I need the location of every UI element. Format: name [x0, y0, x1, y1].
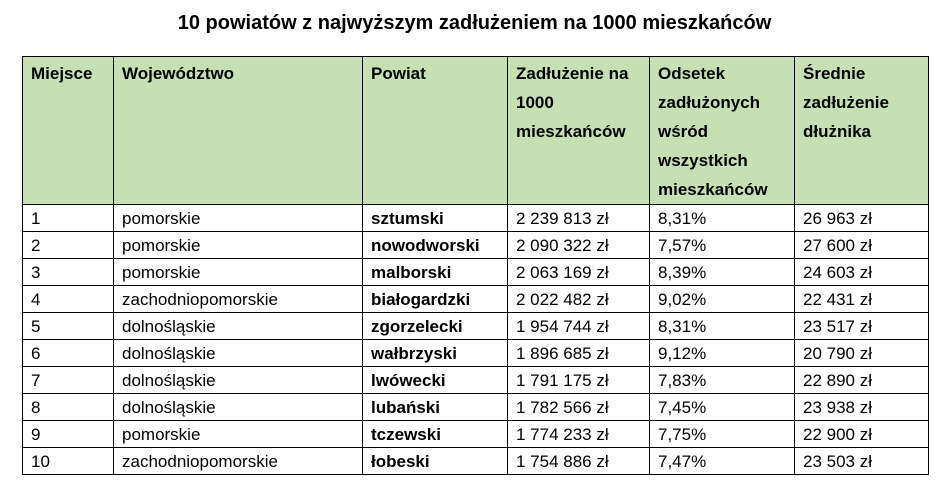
header-average-debt: Średnie zadłużenie dłużnika [795, 57, 929, 205]
cell-voivodeship: dolnośląskie [114, 313, 363, 340]
table-row [23, 205, 929, 232]
cell-voivodeship: dolnośląskie [114, 367, 363, 394]
cell-rank: 10 [23, 448, 114, 475]
cell-rank: 6 [23, 340, 114, 367]
table-row [23, 421, 929, 448]
cell-county: malborski [363, 259, 508, 286]
cell-indebted-share: 7,75% [650, 421, 795, 448]
cell-rank: 8 [23, 394, 114, 421]
table-header-row [23, 57, 929, 205]
cell-average-debt: 23 517 zł [795, 313, 929, 340]
cell-debt-per-1000: 2 090 322 zł [508, 232, 650, 259]
cell-debt-per-1000: 2 022 482 zł [508, 286, 650, 313]
debt-table [22, 56, 929, 475]
cell-debt-per-1000: 2 239 813 zł [508, 205, 650, 232]
header-debt-per-1000: Zadłużenie na 1000 mieszkańców [508, 57, 650, 205]
cell-rank: 2 [23, 232, 114, 259]
cell-debt-per-1000: 1 954 744 zł [508, 313, 650, 340]
cell-debt-per-1000: 1 774 233 zł [508, 421, 650, 448]
cell-county: lwówecki [363, 367, 508, 394]
header-voivodeship: Województwo [114, 57, 363, 205]
cell-indebted-share: 9,12% [650, 340, 795, 367]
cell-average-debt: 20 790 zł [795, 340, 929, 367]
cell-voivodeship: zachodniopomorskie [114, 448, 363, 475]
cell-average-debt: 23 503 zł [795, 448, 929, 475]
cell-indebted-share: 7,57% [650, 232, 795, 259]
cell-indebted-share: 8,31% [650, 205, 795, 232]
cell-rank: 4 [23, 286, 114, 313]
table-row [23, 286, 929, 313]
cell-average-debt: 24 603 zł [795, 259, 929, 286]
cell-county: białogardzki [363, 286, 508, 313]
table-row [23, 394, 929, 421]
cell-county: łobeski [363, 448, 508, 475]
cell-voivodeship: pomorskie [114, 232, 363, 259]
cell-county: lubański [363, 394, 508, 421]
header-county: Powiat [363, 57, 508, 205]
cell-rank: 1 [23, 205, 114, 232]
cell-county: wałbrzyski [363, 340, 508, 367]
cell-indebted-share: 8,31% [650, 313, 795, 340]
cell-voivodeship: pomorskie [114, 259, 363, 286]
cell-voivodeship: zachodniopomorskie [114, 286, 363, 313]
cell-rank: 3 [23, 259, 114, 286]
table-row [23, 313, 929, 340]
cell-average-debt: 26 963 zł [795, 205, 929, 232]
header-rank: Miejsce [23, 57, 114, 205]
cell-average-debt: 22 431 zł [795, 286, 929, 313]
cell-average-debt: 22 890 zł [795, 367, 929, 394]
cell-indebted-share: 9,02% [650, 286, 795, 313]
cell-rank: 9 [23, 421, 114, 448]
cell-rank: 7 [23, 367, 114, 394]
cell-debt-per-1000: 1 754 886 zł [508, 448, 650, 475]
cell-indebted-share: 7,45% [650, 394, 795, 421]
cell-average-debt: 22 900 zł [795, 421, 929, 448]
cell-voivodeship: pomorskie [114, 205, 363, 232]
table-row [23, 259, 929, 286]
cell-debt-per-1000: 1 791 175 zł [508, 367, 650, 394]
cell-county: sztumski [363, 205, 508, 232]
cell-debt-per-1000: 2 063 169 zł [508, 259, 650, 286]
cell-debt-per-1000: 1 782 566 zł [508, 394, 650, 421]
cell-voivodeship: dolnośląskie [114, 340, 363, 367]
page-title: 10 powiatów z najwyższym zadłużeniem na 1000 mieszkańców [177, 12, 772, 34]
cell-county: nowodworski [363, 232, 508, 259]
table-row [23, 232, 929, 259]
cell-voivodeship: pomorskie [114, 421, 363, 448]
table-row [23, 367, 929, 394]
cell-county: tczewski [363, 421, 508, 448]
table-row [23, 448, 929, 475]
cell-rank: 5 [23, 313, 114, 340]
cell-indebted-share: 8,39% [650, 259, 795, 286]
cell-county: zgorzelecki [363, 313, 508, 340]
cell-average-debt: 27 600 zł [795, 232, 929, 259]
cell-indebted-share: 7,47% [650, 448, 795, 475]
header-indebted-share: Odsetek zadłużonych wśród wszystkich mieszkańców [650, 57, 795, 205]
cell-debt-per-1000: 1 896 685 zł [508, 340, 650, 367]
cell-indebted-share: 7,83% [650, 367, 795, 394]
table-row [23, 340, 929, 367]
cell-voivodeship: dolnośląskie [114, 394, 363, 421]
cell-average-debt: 23 938 zł [795, 394, 929, 421]
